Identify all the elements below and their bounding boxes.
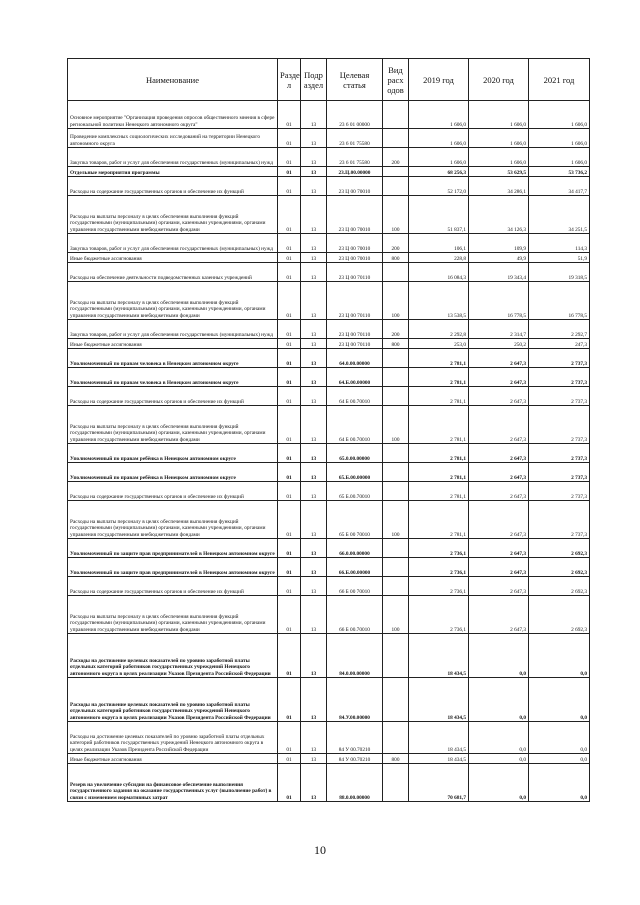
row-article-cell: 64 Б 00.70010 bbox=[327, 406, 383, 444]
row-article-cell: 23 Ц 00 70010 bbox=[327, 253, 383, 263]
row-razdel-cell: 01 bbox=[278, 539, 301, 558]
row-2020-cell: 49,9 bbox=[469, 253, 529, 263]
row-podrazdel-cell: 13 bbox=[301, 722, 327, 754]
row-article-cell: 84.0.00.00000 bbox=[327, 634, 383, 678]
row-2020-cell: 2 647,3 bbox=[469, 596, 529, 634]
row-razdel-cell: 01 bbox=[278, 196, 301, 234]
row-vid-cell: 100 bbox=[383, 406, 409, 444]
row-name-cell: Закупка товаров, работ и услуг для обеспечения государственных (муниципальных) нужд bbox=[68, 148, 278, 167]
row-2021-cell: 34 417,7 bbox=[529, 177, 590, 196]
row-2020-cell: 0,0 bbox=[469, 678, 529, 722]
row-vid-cell: 100 bbox=[383, 596, 409, 634]
row-razdel-cell: 01 bbox=[278, 678, 301, 722]
row-2019-cell: 51 837,1 bbox=[409, 196, 469, 234]
row-podrazdel-cell: 13 bbox=[301, 678, 327, 722]
row-podrazdel-cell: 13 bbox=[301, 577, 327, 596]
row-article-cell: 23 Ц 00 70110 bbox=[327, 339, 383, 349]
row-2020-cell: 0,0 bbox=[469, 722, 529, 754]
row-article-cell: 65 Б.00.70010 bbox=[327, 482, 383, 501]
row-podrazdel-cell: 13 bbox=[301, 339, 327, 349]
row-razdel-cell: 01 bbox=[278, 501, 301, 539]
row-2021-cell: 2 737,3 bbox=[529, 482, 590, 501]
row-razdel-cell: 01 bbox=[278, 234, 301, 253]
row-2019-cell: 18 434,5 bbox=[409, 754, 469, 764]
row-2020-cell: 1 606,0 bbox=[469, 148, 529, 167]
row-2019-cell: 2 781,1 bbox=[409, 387, 469, 406]
row-podrazdel-cell: 13 bbox=[301, 320, 327, 339]
row-2020-cell: 0,0 bbox=[469, 754, 529, 764]
row-vid-cell: 800 bbox=[383, 253, 409, 263]
row-podrazdel-cell: 13 bbox=[301, 177, 327, 196]
row-razdel-cell: 01 bbox=[278, 282, 301, 320]
table-row bbox=[68, 368, 590, 387]
row-2019-cell: 106,1 bbox=[409, 234, 469, 253]
row-vid-cell bbox=[383, 463, 409, 482]
row-2020-cell: 2 647,3 bbox=[469, 444, 529, 463]
row-razdel-cell: 01 bbox=[278, 167, 301, 177]
row-name-cell: Уполномоченный по правам ребёнка в Ненецком автономном округе bbox=[68, 444, 278, 463]
table-row bbox=[68, 406, 590, 444]
table-row bbox=[68, 320, 590, 339]
table-row bbox=[68, 282, 590, 320]
row-name-cell: Закупка товаров, работ и услуг для обеспечения государственных (муниципальных) нужд bbox=[68, 320, 278, 339]
row-podrazdel-cell: 13 bbox=[301, 349, 327, 368]
row-name-cell: Расходы на содержание государственных органов и обеспечение их функций bbox=[68, 577, 278, 596]
row-vid-cell: 200 bbox=[383, 148, 409, 167]
row-vid-cell: 200 bbox=[383, 234, 409, 253]
row-podrazdel-cell: 13 bbox=[301, 253, 327, 263]
row-2021-cell: 2 692,3 bbox=[529, 539, 590, 558]
row-podrazdel-cell: 13 bbox=[301, 764, 327, 802]
row-2019-cell: 1 606,0 bbox=[409, 129, 469, 148]
row-razdel-cell: 01 bbox=[278, 320, 301, 339]
row-2020-cell: 250,2 bbox=[469, 339, 529, 349]
row-podrazdel-cell: 13 bbox=[301, 129, 327, 148]
row-article-cell: 64.0.00.00000 bbox=[327, 349, 383, 368]
row-2020-cell: 19 343,4 bbox=[469, 263, 529, 282]
row-2021-cell: 2 737,3 bbox=[529, 463, 590, 482]
row-vid-cell bbox=[383, 764, 409, 802]
row-vid-cell bbox=[383, 387, 409, 406]
row-2020-cell: 2 647,3 bbox=[469, 349, 529, 368]
row-name-cell: Расходы на содержание государственных органов и обеспечение их функций bbox=[68, 177, 278, 196]
row-article-cell: 66.0.00.00000 bbox=[327, 539, 383, 558]
row-2019-cell: 2 781,1 bbox=[409, 482, 469, 501]
row-2020-cell: 1 606,0 bbox=[469, 129, 529, 148]
row-name-cell: Резерв на увеличение субсидии на финансовое обеспечение выполнения государственного задания на оказание государственных услуг (выполнение работ) в связи с изменением нормативных затрат bbox=[68, 764, 278, 802]
row-name-cell: Расходы на обеспечение деятельности подведомственных казенных учреждений bbox=[68, 263, 278, 282]
row-2021-cell: 2 692,3 bbox=[529, 596, 590, 634]
table-row bbox=[68, 764, 590, 802]
header-2020: 2020 год bbox=[469, 59, 529, 101]
row-2020-cell: 2 647,3 bbox=[469, 463, 529, 482]
table-row bbox=[68, 596, 590, 634]
row-podrazdel-cell: 13 bbox=[301, 463, 327, 482]
table-row bbox=[68, 577, 590, 596]
row-article-cell: 84 У 00.70210 bbox=[327, 754, 383, 764]
row-razdel-cell: 01 bbox=[278, 253, 301, 263]
row-vid-cell bbox=[383, 177, 409, 196]
row-2021-cell: 247,3 bbox=[529, 339, 590, 349]
row-2021-cell: 2 292,7 bbox=[529, 320, 590, 339]
row-article-cell: 23 Ц 00 70010 bbox=[327, 196, 383, 234]
row-2019-cell: 1 606,0 bbox=[409, 148, 469, 167]
row-2021-cell: 34 251,5 bbox=[529, 196, 590, 234]
row-article-cell: 65.Б.00.00000 bbox=[327, 463, 383, 482]
row-article-cell: 23 6 01 00000 bbox=[327, 101, 383, 129]
row-razdel-cell: 01 bbox=[278, 764, 301, 802]
row-razdel-cell: 01 bbox=[278, 634, 301, 678]
row-2020-cell: 0,0 bbox=[469, 764, 529, 802]
header-name: Наименование bbox=[68, 59, 278, 101]
row-razdel-cell: 01 bbox=[278, 368, 301, 387]
row-razdel-cell: 01 bbox=[278, 177, 301, 196]
row-2021-cell: 51,9 bbox=[529, 253, 590, 263]
row-2021-cell: 2 692,3 bbox=[529, 558, 590, 577]
row-article-cell: 23 Ц 00 70110 bbox=[327, 282, 383, 320]
row-podrazdel-cell: 13 bbox=[301, 148, 327, 167]
table-row bbox=[68, 349, 590, 368]
row-vid-cell bbox=[383, 558, 409, 577]
row-article-cell: 23.Ц.00.00000 bbox=[327, 167, 383, 177]
row-2020-cell: 2 647,3 bbox=[469, 406, 529, 444]
page-number: 10 bbox=[314, 843, 326, 857]
row-vid-cell: 800 bbox=[383, 754, 409, 764]
row-razdel-cell: 01 bbox=[278, 444, 301, 463]
row-vid-cell bbox=[383, 368, 409, 387]
row-2021-cell: 0,0 bbox=[529, 678, 590, 722]
row-name-cell: Уполномоченный по правам ребёнка в Ненецком автономном округе bbox=[68, 463, 278, 482]
table-row bbox=[68, 263, 590, 282]
row-article-cell: 23 6 01 75580 bbox=[327, 148, 383, 167]
row-2021-cell: 16 778,5 bbox=[529, 282, 590, 320]
row-podrazdel-cell: 13 bbox=[301, 558, 327, 577]
row-vid-cell bbox=[383, 678, 409, 722]
table-row bbox=[68, 177, 590, 196]
row-2021-cell: 2 737,3 bbox=[529, 444, 590, 463]
row-2020-cell: 2 647,3 bbox=[469, 539, 529, 558]
row-podrazdel-cell: 13 bbox=[301, 482, 327, 501]
row-2021-cell: 2 737,3 bbox=[529, 368, 590, 387]
row-podrazdel-cell: 13 bbox=[301, 234, 327, 253]
row-podrazdel-cell: 13 bbox=[301, 387, 327, 406]
row-razdel-cell: 01 bbox=[278, 263, 301, 282]
row-2019-cell: 2 736,1 bbox=[409, 539, 469, 558]
table-row bbox=[68, 501, 590, 539]
row-2019-cell: 1 606,0 bbox=[409, 101, 469, 129]
row-razdel-cell: 01 bbox=[278, 101, 301, 129]
row-2019-cell: 18 434,5 bbox=[409, 634, 469, 678]
row-2020-cell: 34 126,3 bbox=[469, 196, 529, 234]
row-vid-cell: 100 bbox=[383, 501, 409, 539]
row-2020-cell: 0,0 bbox=[469, 634, 529, 678]
row-article-cell: 66.Б.00.00000 bbox=[327, 558, 383, 577]
row-podrazdel-cell: 13 bbox=[301, 167, 327, 177]
header-vid: Вид расх одов bbox=[383, 59, 409, 101]
row-2019-cell: 2 781,1 bbox=[409, 501, 469, 539]
row-name-cell: Расходы на выплаты персоналу в целях обеспечения выполнения функций государственными (муниципальными) органами, казенными учреждениями, органами управления государственными внебюджетными фондами bbox=[68, 406, 278, 444]
row-2019-cell: 18 434,5 bbox=[409, 722, 469, 754]
row-article-cell: 23 Ц 00 70110 bbox=[327, 320, 383, 339]
table-row bbox=[68, 482, 590, 501]
row-name-cell: Иные бюджетные ассигнования bbox=[68, 754, 278, 764]
row-2020-cell: 2 647,3 bbox=[469, 577, 529, 596]
row-razdel-cell: 01 bbox=[278, 577, 301, 596]
row-name-cell: Иные бюджетные ассигнования bbox=[68, 253, 278, 263]
row-razdel-cell: 01 bbox=[278, 349, 301, 368]
table-row bbox=[68, 148, 590, 167]
row-article-cell: 66 Б 00 70010 bbox=[327, 577, 383, 596]
header-2019: 2019 год bbox=[409, 59, 469, 101]
table-row bbox=[68, 167, 590, 177]
row-2019-cell: 13 538,5 bbox=[409, 282, 469, 320]
header-podrazdel: Подр аздел bbox=[301, 59, 327, 101]
table-row bbox=[68, 339, 590, 349]
row-article-cell: 84 У 00.70210 bbox=[327, 722, 383, 754]
row-2019-cell: 70 681,7 bbox=[409, 764, 469, 802]
row-razdel-cell: 01 bbox=[278, 558, 301, 577]
row-2021-cell: 114,3 bbox=[529, 234, 590, 253]
table-row bbox=[68, 444, 590, 463]
row-vid-cell: 100 bbox=[383, 282, 409, 320]
row-2021-cell: 1 606,0 bbox=[529, 148, 590, 167]
row-name-cell: Иные бюджетные ассигнования bbox=[68, 339, 278, 349]
row-vid-cell bbox=[383, 101, 409, 129]
table-row bbox=[68, 634, 590, 678]
row-podrazdel-cell: 13 bbox=[301, 596, 327, 634]
row-vid-cell: 100 bbox=[383, 196, 409, 234]
table-row bbox=[68, 234, 590, 253]
table-row bbox=[68, 539, 590, 558]
row-2021-cell: 0,0 bbox=[529, 722, 590, 754]
table-body bbox=[68, 101, 590, 802]
row-name-cell: Расходы на выплаты персоналу в целях обеспечения выполнения функций государственными (муниципальными) органами, казенными учреждениями, органами управления государственными внебюджетными фондами bbox=[68, 282, 278, 320]
row-name-cell: Уполномоченный по правам человека в Ненецком автономном округе bbox=[68, 368, 278, 387]
row-article-cell: 88.0.00.00000 bbox=[327, 764, 383, 802]
row-article-cell: 84.У.00.00000 bbox=[327, 678, 383, 722]
row-2019-cell: 2 292,8 bbox=[409, 320, 469, 339]
row-podrazdel-cell: 13 bbox=[301, 196, 327, 234]
row-name-cell: Основное мероприятие "Организация проведения опросов общественного мнения в сфере региональной политики Ненецкого автономного округа" bbox=[68, 101, 278, 129]
row-razdel-cell: 01 bbox=[278, 129, 301, 148]
table-row bbox=[68, 722, 590, 754]
row-podrazdel-cell: 13 bbox=[301, 406, 327, 444]
table-row bbox=[68, 558, 590, 577]
row-2019-cell: 16 084,3 bbox=[409, 263, 469, 282]
row-name-cell: Расходы на содержание государственных органов и обеспечение их функций bbox=[68, 387, 278, 406]
row-2021-cell: 0,0 bbox=[529, 754, 590, 764]
table-row bbox=[68, 253, 590, 263]
row-razdel-cell: 01 bbox=[278, 463, 301, 482]
row-razdel-cell: 01 bbox=[278, 387, 301, 406]
row-vid-cell bbox=[383, 722, 409, 754]
row-name-cell: Расходы на выплаты персоналу в целях обеспечения выполнения функций государственными (муниципальными) органами, казенными учреждениями, органами управления государственными внебюджетными фондами bbox=[68, 501, 278, 539]
row-2019-cell: 2 736,1 bbox=[409, 596, 469, 634]
row-article-cell: 23 6 01 75580 bbox=[327, 129, 383, 148]
row-razdel-cell: 01 bbox=[278, 339, 301, 349]
row-2019-cell: 2 736,1 bbox=[409, 558, 469, 577]
row-name-cell: Уполномоченный по защите прав предпринимателей в Ненецком автономном округе bbox=[68, 558, 278, 577]
row-article-cell: 23 Ц 00 70010 bbox=[327, 234, 383, 253]
row-name-cell: Расходы на достижение целевых показателей по уровню заработной платы отдельных категорий работников государственных учреждений Ненецкого автономного округа в целях реализации Указов Президента Российской Федерации bbox=[68, 678, 278, 722]
row-2019-cell: 2 781,1 bbox=[409, 406, 469, 444]
row-2020-cell: 1 606,0 bbox=[469, 101, 529, 129]
header-2021: 2021 год bbox=[529, 59, 590, 101]
row-podrazdel-cell: 13 bbox=[301, 539, 327, 558]
row-2019-cell: 2 781,1 bbox=[409, 368, 469, 387]
budget-table bbox=[67, 58, 590, 802]
row-2020-cell: 2 647,3 bbox=[469, 482, 529, 501]
row-razdel-cell: 01 bbox=[278, 722, 301, 754]
row-2019-cell: 18 434,5 bbox=[409, 678, 469, 722]
row-2021-cell: 0,0 bbox=[529, 634, 590, 678]
row-2019-cell: 52 172,0 bbox=[409, 177, 469, 196]
row-2021-cell: 1 606,0 bbox=[529, 101, 590, 129]
row-vid-cell bbox=[383, 444, 409, 463]
header-article: Целевая статья bbox=[327, 59, 383, 101]
row-2021-cell: 2 737,3 bbox=[529, 406, 590, 444]
row-2021-cell: 2 737,3 bbox=[529, 349, 590, 368]
row-2019-cell: 2 736,1 bbox=[409, 577, 469, 596]
row-2020-cell: 2 647,3 bbox=[469, 368, 529, 387]
row-razdel-cell: 01 bbox=[278, 754, 301, 764]
row-2019-cell: 2 781,1 bbox=[409, 463, 469, 482]
row-name-cell: Закупка товаров, работ и услуг для обеспечения государственных (муниципальных) нужд bbox=[68, 234, 278, 253]
row-2021-cell: 2 737,3 bbox=[529, 501, 590, 539]
table-header-row bbox=[68, 59, 590, 101]
row-vid-cell bbox=[383, 129, 409, 148]
row-podrazdel-cell: 13 bbox=[301, 101, 327, 129]
row-podrazdel-cell: 13 bbox=[301, 634, 327, 678]
row-name-cell: Отдельные мероприятия программы bbox=[68, 167, 278, 177]
table-row bbox=[68, 387, 590, 406]
row-vid-cell bbox=[383, 263, 409, 282]
row-2021-cell: 19 318,5 bbox=[529, 263, 590, 282]
row-razdel-cell: 01 bbox=[278, 482, 301, 501]
row-name-cell: Расходы на достижение целевых показателей по уровню заработной платы отдельных категорий работников государственных учреждений Ненецкого автономного округа в целях реализации Указов Президента Российской Федерации bbox=[68, 634, 278, 678]
row-vid-cell bbox=[383, 577, 409, 596]
row-razdel-cell: 01 bbox=[278, 148, 301, 167]
row-2019-cell: 68 256,3 bbox=[409, 167, 469, 177]
row-podrazdel-cell: 13 bbox=[301, 444, 327, 463]
row-name-cell: Уполномоченный по правам человека в Ненецком автономном округе bbox=[68, 349, 278, 368]
row-name-cell: Расходы на выплаты персоналу в целях обеспечения выполнения функций государственными (муниципальными) органами, казенными учреждениями, органами управления государственными внебюджетными фондами bbox=[68, 196, 278, 234]
row-podrazdel-cell: 13 bbox=[301, 501, 327, 539]
row-2019-cell: 228,8 bbox=[409, 253, 469, 263]
row-podrazdel-cell: 13 bbox=[301, 263, 327, 282]
row-name-cell: Проведение комплексных социологических исследований на территории Ненецкого автономного округа bbox=[68, 129, 278, 148]
row-2021-cell: 0,0 bbox=[529, 764, 590, 802]
table-row bbox=[68, 196, 590, 234]
table-row bbox=[68, 101, 590, 129]
header-razdel: Разде л bbox=[278, 59, 301, 101]
row-vid-cell: 800 bbox=[383, 339, 409, 349]
row-vid-cell bbox=[383, 349, 409, 368]
row-podrazdel-cell: 13 bbox=[301, 754, 327, 764]
row-2021-cell: 53 736,2 bbox=[529, 167, 590, 177]
row-vid-cell bbox=[383, 539, 409, 558]
table-row bbox=[68, 463, 590, 482]
row-article-cell: 65 Б 00 70010 bbox=[327, 501, 383, 539]
row-2020-cell: 2 647,3 bbox=[469, 501, 529, 539]
row-2020-cell: 2 647,3 bbox=[469, 558, 529, 577]
row-2020-cell: 16 778,5 bbox=[469, 282, 529, 320]
row-name-cell: Расходы на выплаты персоналу в целях обеспечения выполнения функций государственными (муниципальными) органами, казенными учреждениями, органами управления государственными внебюджетными фондами bbox=[68, 596, 278, 634]
row-2020-cell: 109,9 bbox=[469, 234, 529, 253]
row-article-cell: 64.Б.00.00000 bbox=[327, 368, 383, 387]
row-2020-cell: 2 314,7 bbox=[469, 320, 529, 339]
row-vid-cell: 200 bbox=[383, 320, 409, 339]
row-2019-cell: 2 781,1 bbox=[409, 349, 469, 368]
row-article-cell: 23 Ц 00 70110 bbox=[327, 263, 383, 282]
row-article-cell: 66 Б 00.70010 bbox=[327, 596, 383, 634]
row-vid-cell bbox=[383, 634, 409, 678]
row-article-cell: 23 Ц 00 70010 bbox=[327, 177, 383, 196]
row-2021-cell: 2 737,3 bbox=[529, 387, 590, 406]
table-row bbox=[68, 754, 590, 764]
row-name-cell: Расходы на содержание государственных органов и обеспечение их функций bbox=[68, 482, 278, 501]
row-razdel-cell: 01 bbox=[278, 596, 301, 634]
row-vid-cell bbox=[383, 482, 409, 501]
row-2019-cell: 253,0 bbox=[409, 339, 469, 349]
row-2021-cell: 2 692,3 bbox=[529, 577, 590, 596]
row-2020-cell: 34 286,1 bbox=[469, 177, 529, 196]
row-article-cell: 65.0.00.00000 bbox=[327, 444, 383, 463]
row-vid-cell bbox=[383, 167, 409, 177]
row-2020-cell: 2 647,3 bbox=[469, 387, 529, 406]
row-article-cell: 64 Б 00.70010 bbox=[327, 387, 383, 406]
table-row bbox=[68, 678, 590, 722]
row-2020-cell: 53 629,5 bbox=[469, 167, 529, 177]
row-podrazdel-cell: 13 bbox=[301, 368, 327, 387]
row-podrazdel-cell: 13 bbox=[301, 282, 327, 320]
row-2021-cell: 1 606,0 bbox=[529, 129, 590, 148]
row-name-cell: Расходы на достижение целевых показателей по уровню заработной платы отдельных категорий работников государственных учреждений Ненецкого автономного округа в целях реализации Указов Президента Российской Федерации bbox=[68, 722, 278, 754]
row-name-cell: Уполномоченный по защите прав предпринимателей в Ненецком автономном округе bbox=[68, 539, 278, 558]
row-razdel-cell: 01 bbox=[278, 406, 301, 444]
table-row bbox=[68, 129, 590, 148]
row-2019-cell: 2 781,1 bbox=[409, 444, 469, 463]
